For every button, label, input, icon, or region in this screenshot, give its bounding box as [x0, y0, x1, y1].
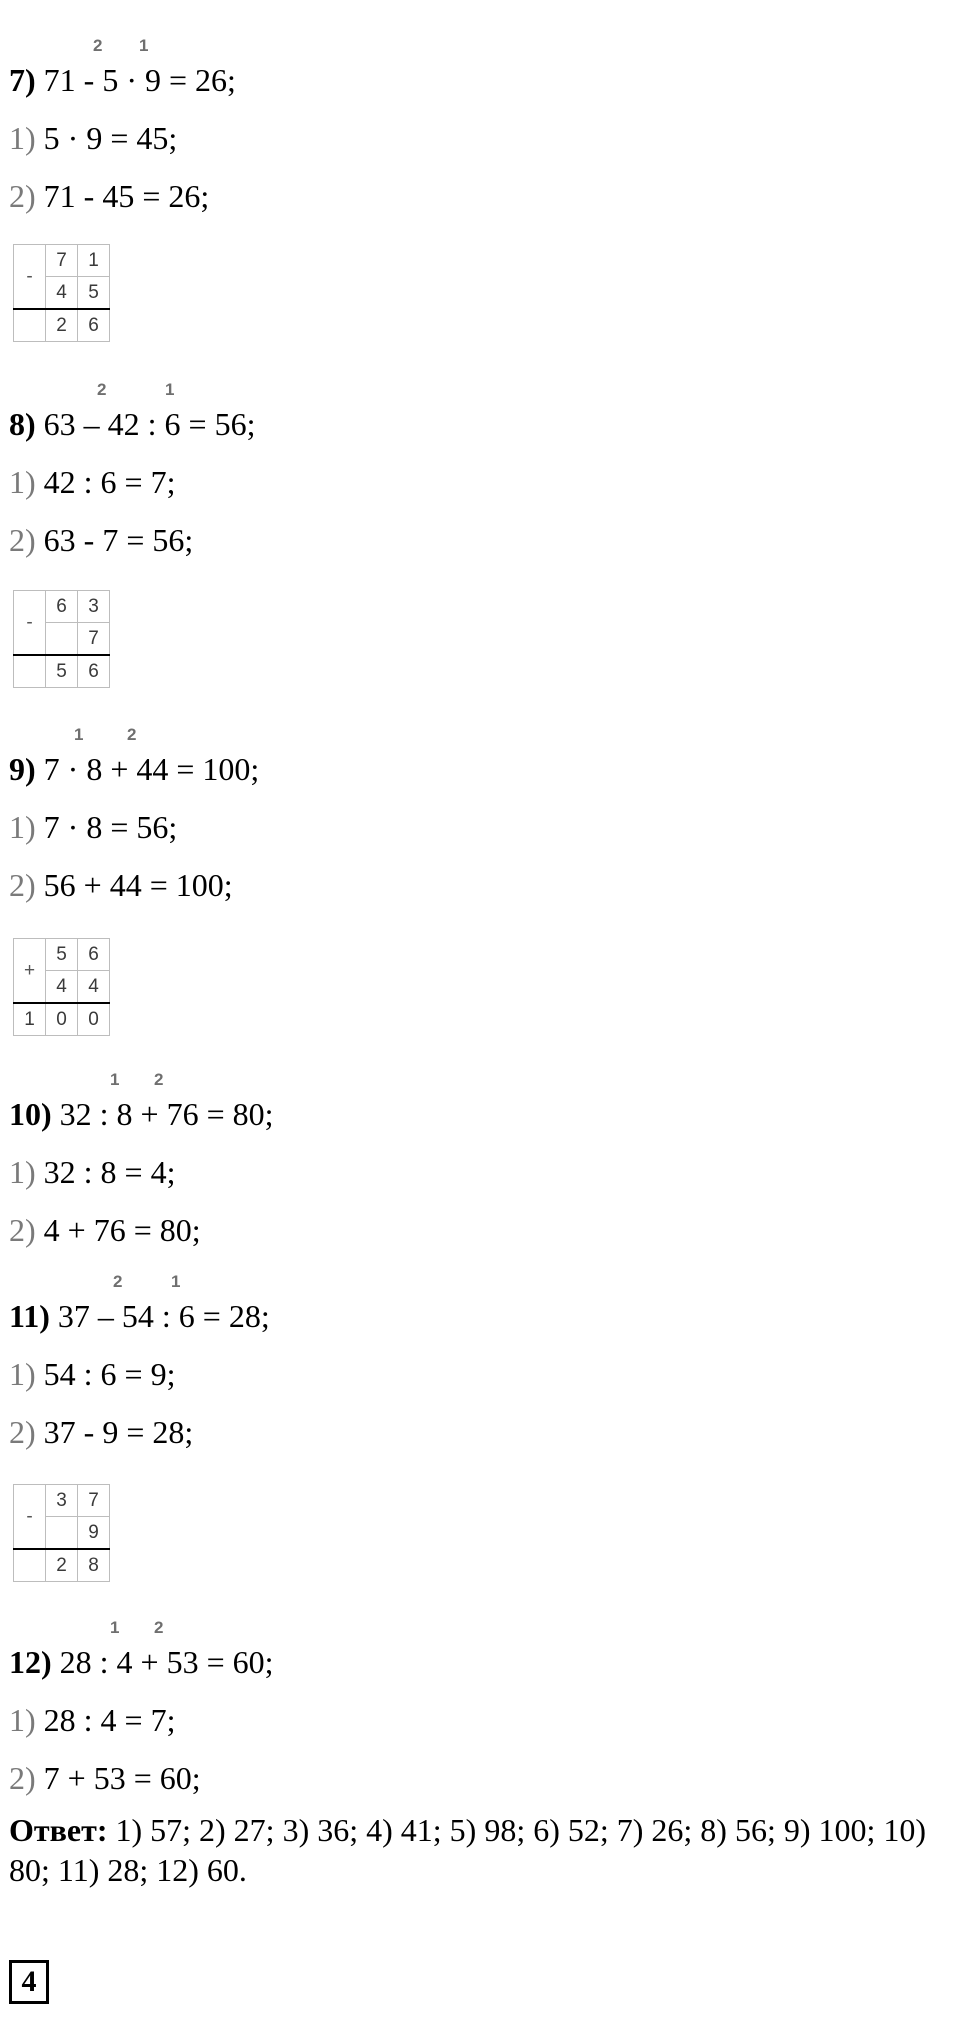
digit-cell: [14, 655, 46, 688]
digit-cell: 0: [78, 1003, 110, 1036]
math-text: 32 : 8 = 4;: [43, 1154, 176, 1190]
digit-cell: -: [14, 591, 46, 656]
column-calculation: [13, 590, 110, 688]
problem-expression: [9, 1298, 270, 1334]
step-1: [9, 809, 177, 845]
step-number: 2): [9, 1212, 36, 1248]
problem-number: 10): [9, 1096, 52, 1132]
digit-cell: 6: [46, 591, 78, 623]
math-text: 42 : 6 = 7;: [43, 464, 176, 500]
step-1: [9, 1356, 175, 1392]
digit-cell: 4: [78, 971, 110, 1004]
step-2: [9, 522, 193, 558]
step-1: [9, 1702, 175, 1738]
problem-expression: [9, 751, 259, 787]
math-text: 7 · 8 = 56;: [43, 809, 178, 845]
answer-text: 1) 57; 2) 27; 3) 36; 4) 41; 5) 98; 6) 52; 7) 26; 8) 56; 9) 100; 10) 80; 11) 28; 12) 60.: [9, 1812, 927, 1888]
math-text: 63 - 7 = 56;: [43, 522, 194, 558]
digit-cell: 2: [46, 309, 78, 342]
problem-number: 12): [9, 1644, 52, 1680]
step-1: [9, 1154, 175, 1190]
problem-expression: [9, 1644, 274, 1680]
digit-cell: [46, 623, 78, 656]
digit-cell: 0: [46, 1003, 78, 1036]
math-text: 28 : 4 + 53 = 60;: [59, 1644, 274, 1680]
digit-cell: [14, 309, 46, 342]
column-calculation: [13, 1484, 110, 1582]
math-text: 7 + 53 = 60;: [43, 1760, 201, 1796]
digit-cell: 3: [46, 1485, 78, 1517]
digit-cell: [14, 1549, 46, 1582]
step-number: 2): [9, 1414, 36, 1450]
order-mark: 1: [110, 1618, 120, 1637]
math-text: 63 – 42 : 6 = 56;: [43, 406, 256, 442]
digit-cell: 7: [78, 623, 110, 656]
step-number: 2): [9, 522, 36, 558]
problem-expression: [9, 1096, 274, 1132]
step-2: [9, 1414, 193, 1450]
order-mark: 1: [171, 1272, 181, 1291]
digit-cell: 1: [14, 1003, 46, 1036]
step-2: [9, 1212, 201, 1248]
math-text: 28 : 4 = 7;: [43, 1702, 176, 1738]
digit-cell: 7: [46, 245, 78, 277]
math-text: 37 – 54 : 6 = 28;: [57, 1298, 270, 1334]
order-mark: 1: [165, 380, 175, 399]
digit-cell: 1: [78, 245, 110, 277]
digit-cell: [46, 1517, 78, 1550]
step-number: 2): [9, 867, 36, 903]
step-number: 1): [9, 464, 36, 500]
math-text: 37 - 9 = 28;: [43, 1414, 194, 1450]
order-mark: 2: [97, 380, 107, 399]
step-number: 1): [9, 1154, 36, 1190]
step-2: [9, 867, 233, 903]
step-1: [9, 464, 175, 500]
digit-cell: +: [14, 939, 46, 1004]
digit-cell: 7: [78, 1485, 110, 1517]
answer-label: Ответ:: [9, 1812, 108, 1848]
step-number: 1): [9, 1702, 36, 1738]
problem-number: 8): [9, 406, 36, 442]
order-mark: 2: [127, 725, 137, 744]
digit-cell: -: [14, 245, 46, 310]
math-text: 7 · 8 + 44 = 100;: [43, 751, 260, 787]
page-number: 4: [9, 1960, 49, 2004]
digit-cell: 4: [46, 971, 78, 1004]
step-1: [9, 120, 177, 156]
step-number: 1): [9, 1356, 36, 1392]
order-mark: 2: [113, 1272, 123, 1291]
digit-cell: 5: [78, 277, 110, 310]
step-number: 2): [9, 1760, 36, 1796]
digit-cell: 5: [46, 939, 78, 971]
order-mark: 1: [110, 1070, 120, 1089]
digit-cell: 4: [46, 277, 78, 310]
digit-cell: 6: [78, 309, 110, 342]
digit-cell: 6: [78, 939, 110, 971]
digit-cell: -: [14, 1485, 46, 1550]
digit-cell: 5: [46, 655, 78, 688]
problem-expression: [9, 406, 255, 442]
order-mark: 1: [139, 36, 149, 55]
column-calculation: [13, 938, 110, 1036]
column-calculation: [13, 244, 110, 342]
answer-paragraph: [9, 1810, 954, 1890]
step-number: 1): [9, 809, 36, 845]
math-text: 32 : 8 + 76 = 80;: [59, 1096, 274, 1132]
math-text: 54 : 6 = 9;: [43, 1356, 176, 1392]
step-number: 1): [9, 120, 36, 156]
math-text: 71 - 45 = 26;: [43, 178, 210, 214]
problem-number: 7): [9, 62, 36, 98]
digit-cell: 9: [78, 1517, 110, 1550]
problem-number: 11): [9, 1298, 50, 1334]
math-text: 56 + 44 = 100;: [43, 867, 233, 903]
order-mark: 2: [93, 36, 103, 55]
digit-cell: 8: [78, 1549, 110, 1582]
math-text: 4 + 76 = 80;: [43, 1212, 201, 1248]
digit-cell: 2: [46, 1549, 78, 1582]
digit-cell: 6: [78, 655, 110, 688]
step-number: 2): [9, 178, 36, 214]
math-text: 71 - 5 · 9 = 26;: [43, 62, 236, 98]
problem-expression: [9, 62, 236, 98]
math-text: 5 · 9 = 45;: [43, 120, 178, 156]
digit-cell: 3: [78, 591, 110, 623]
problem-number: 9): [9, 751, 36, 787]
order-mark: 2: [154, 1618, 164, 1637]
step-2: [9, 1760, 201, 1796]
order-mark: 1: [74, 725, 84, 744]
order-mark: 2: [154, 1070, 164, 1089]
step-2: [9, 178, 209, 214]
